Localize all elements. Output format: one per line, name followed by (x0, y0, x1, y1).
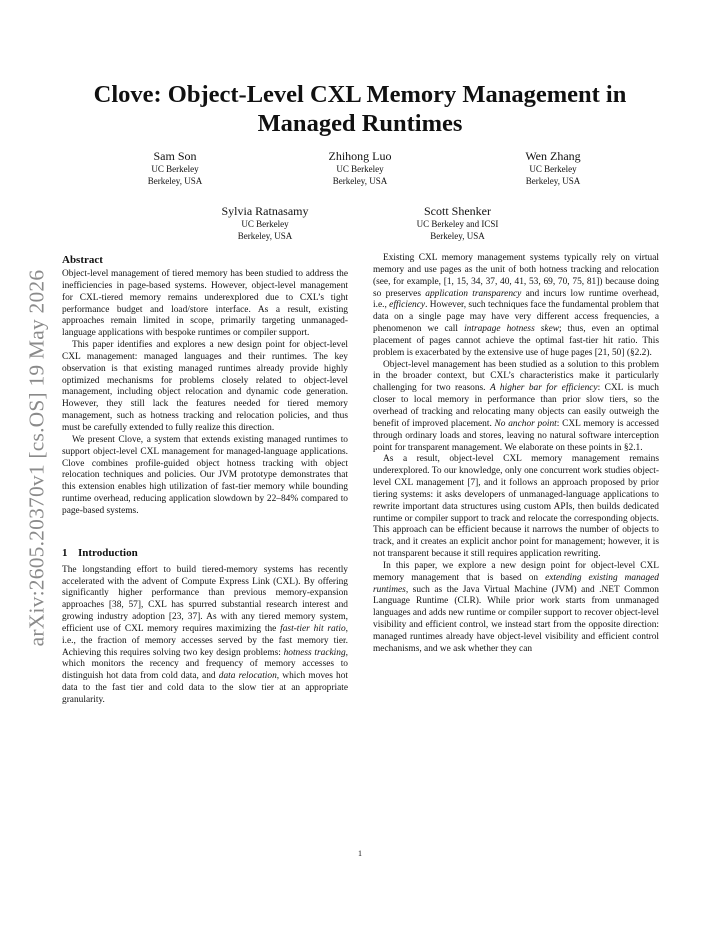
author-location: Berkeley, USA (332, 175, 388, 186)
author-block (110, 149, 240, 187)
emphasis-text: No anchor point (494, 418, 557, 429)
author-block (385, 204, 530, 242)
text-run: , i.e., the fraction of memory accesses served by the fast memory tier. Achieving this requires solving two key design problems: (62, 623, 348, 658)
author-affiliation: UC Berkeley and ICSI (416, 219, 499, 229)
emphasis-text: fast-tier hit ratio (280, 623, 346, 634)
body-paragraph (62, 565, 348, 707)
body-paragraph (373, 360, 659, 455)
author-name: Scott Shenker (424, 204, 491, 218)
body-paragraph: As a result, object-level CXL memory management remains underexplored. To our knowledge, only one concurrent work studies object-level CXL management [7], and it follows an approach proposed by prior tiering systems: it asks developers of unmanaged-language applications to rewrite important data structures using custom APIs, then builds dedicated runtime or compiler support to track and relocate the corresponding objects. This approach can be efficient because it narrows the number of objects to track, and it creates an explicit anchor point for management; however, it is not transparent because it still requires application rewriting. (373, 454, 659, 560)
left-column (62, 253, 348, 707)
author-affiliation: UC Berkeley (336, 164, 384, 174)
author-name: Sylvia Ratnasamy (221, 204, 309, 218)
text-run: : CXL is much closer to local memory in performance than prior slow tiers, so the overhead of tracking and relocating many objects can easily outweigh the benefit of improved placement. (373, 383, 659, 429)
text-run: In this paper, we explore a new design point for object-level CXL memory management that is based on (373, 560, 659, 583)
body-paragraph (373, 253, 659, 360)
text-run: ; thus, even an optimal placement of pages cannot achieve the optimal fast-tier hit ratio. This problem is exacerbated by the extensive use of huge pages [21, 50] (§2.2). (373, 324, 660, 358)
text-run: : CXL memory is accessed through ordinary loads and stores, leaving no natural software interception point for transparent management. We elaborate on these points in §2.1. (373, 418, 659, 453)
section-number: 1 (62, 546, 68, 559)
arxiv-identifier: arXiv:2605.20370v1 [cs.OS] 19 May 2026 (24, 269, 49, 647)
body-paragraph (373, 561, 659, 656)
text-run: Existing CXL memory management systems typically rely on virtual memory and use pages as the unit of both hotness tracking and relocation (see, for example, [1, 15, 34, 37, 40, 41, 53, 69, 70, 75, 81]) because doing so preserves (373, 253, 659, 299)
author-affiliation: UC Berkeley (529, 164, 577, 174)
text-run: , which monitors the recency and frequency of memory accesses to distinguish hot data from cold data, and (62, 647, 348, 682)
emphasis-text: extending existing managed runtimes (373, 572, 659, 595)
author-location: Berkeley, USA (430, 230, 485, 241)
author-location: Berkeley, USA (147, 175, 203, 186)
emphasis-text: application transparency (425, 288, 522, 299)
emphasis-text: data relocation (218, 671, 277, 682)
text-run: The longstanding effort to build tiered-memory systems has recently accelerated with the advent of Compute Express Link (CXL). By offering significantly higher performance than previous memory-expansion approaches [38, 57], CXL has spurred substantial research interest and growing industry adoption [23, 37]. As with any tiered memory system, efficient use of CXL memory requires maximizing the (62, 564, 348, 634)
author-affiliation: UC Berkeley (151, 164, 199, 174)
author-block (488, 149, 618, 187)
author-name: Wen Zhang (525, 149, 581, 163)
section-heading-introduction (62, 546, 348, 560)
text-run: Object-level management has been studied as a solution to this problem in the broader context, but CXL’s characteristics make it particularly challenging for two reasons. (373, 359, 659, 394)
author-name: Sam Son (153, 149, 197, 163)
abstract-paragraph: We present Clove, a system that extends existing managed runtimes to support object-level CXL management for managed-language applications. Clove combines profile-guided object hotness tracking with object relocation techniques and policies. Our JVM prototype demonstrates that this extension enables high utilization of fast-tier memory while bounding runtime overhead, reducing application slowdown by 22–84% compared to page-based systems. (62, 434, 348, 516)
arxiv-side-label (22, 258, 52, 658)
right-column (373, 253, 659, 656)
abstract-paragraph: Object-level management of tiered memory has been studied to address the inefficiencies in page-based systems. However, object-level management for CXL-tiered memory remains underexplored due to CXL’s tight performance budget and load/store interface. As a result, existing approaches remain limited in scope, primarily targeting unmanaged-language applications with bespoke runtimes or compiler support. (62, 269, 348, 339)
abstract-heading: Abstract (62, 254, 103, 266)
emphasis-text: A higher bar for efficiency (489, 383, 598, 394)
emphasis-text: intrapage hotness skew (464, 324, 560, 335)
emphasis-text: hotness tracking (283, 647, 346, 658)
abstract-paragraph: This paper identifies and explores a new design point for object-level CXL management: managed languages and their runtimes. The key observation is that existing managed runtimes already provide highly optimized mechanisms for problems closely related to object-level management, including object relocation and dynamic code generation. However, they still lack the features needed for tiered memory management, such as hotness tracking and relocation policies, and thus must be carefully extended to fully realize this direction. (62, 340, 348, 433)
author-name: Zhihong Luo (328, 149, 392, 163)
emphasis-text: efficiency (389, 300, 426, 311)
section-title: Introduction (78, 546, 138, 559)
text-run: , which moves hot data to the fast tier and cold data to the slow tier at an appropriate granularity. (62, 671, 349, 705)
author-location: Berkeley, USA (237, 230, 293, 241)
author-block (295, 149, 425, 187)
author-location: Berkeley, USA (525, 175, 581, 186)
text-run: . However, such techniques face the fundamental problem that data on a single page may have very different access frequencies, a phenomenon we call (373, 300, 659, 335)
text-run: , such as the Java Virtual Machine (JVM) and .NET Common Language Runtime (CLR). While prior work starts from unmanaged languages and adds new runtime or compiler support to recover object-level visibility and efficient control, we instead start from the opposite direction: managed runtimes already have object-level visibility and efficient control mechanisms, and we ask whether they can (373, 584, 659, 654)
paper-title: Clove: Object-Level CXL Memory Management in Managed Runtimes (93, 81, 627, 137)
author-block (195, 204, 335, 242)
page-number: 1 (358, 849, 362, 858)
author-affiliation: UC Berkeley (241, 219, 289, 229)
text-run: and incurs low runtime overhead, i.e., (373, 288, 659, 311)
